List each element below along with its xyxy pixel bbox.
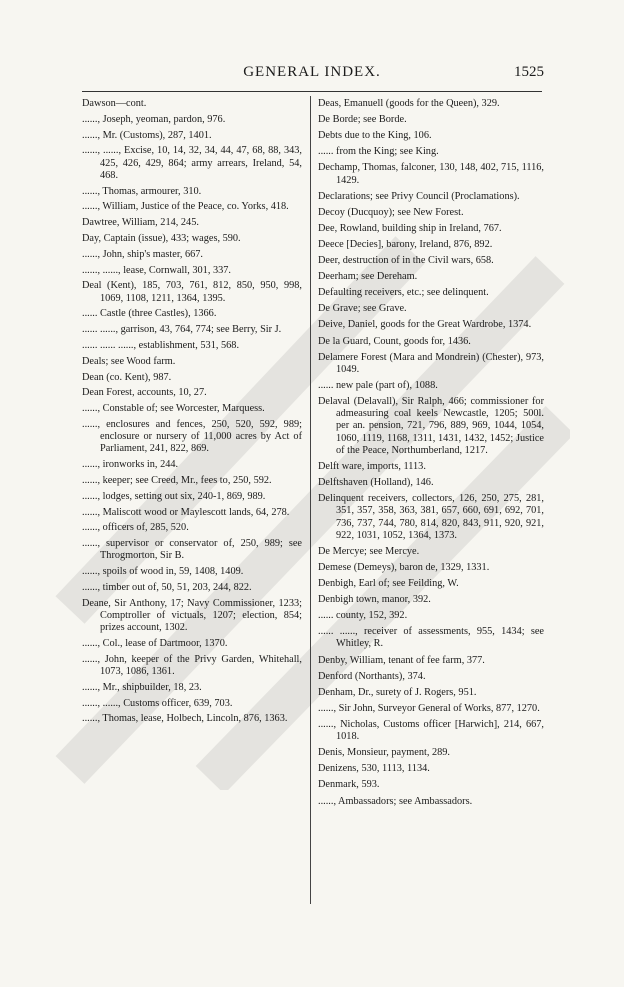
index-entry: ......, spoils of wood in, 59, 1408, 1409. — [82, 566, 244, 578]
index-entry: Declarations; see Privy Council (Proclamations). — [318, 190, 520, 202]
index-entry: Delftshaven (Holland), 146. — [318, 477, 434, 488]
index-entry: Debts due to the King, 106. — [318, 130, 432, 142]
index-entry: Deerham; see Dereham. — [318, 271, 418, 283]
index-entry: Deer, destruction of in the Civil wars, 658. — [318, 255, 494, 267]
index-entry: ......, Ambassadors; see Ambassadors. — [318, 795, 473, 807]
index-entry: De Grave; see Grave. — [318, 303, 407, 315]
index-entry: Deals; see Wood farm. — [82, 355, 176, 367]
index-entry: Demese (Demeys), baron de, 1329, 1331. — [318, 561, 490, 573]
column-divider — [310, 96, 311, 904]
index-entry: ......, supervisor or conservator of, 250, 989; see Throgmorton, Sir B. — [82, 538, 302, 562]
index-entry: ......, officers of, 285, 520. — [82, 522, 189, 534]
index-entry: ......, Thomas, lease, Holbech, Lincoln, 876, 1363. — [82, 713, 288, 725]
index-entry: ......, Nicholas, Customs officer [Harwich], 214, 667, 1018. — [318, 718, 544, 743]
index-entry: Denbigh town, manor, 392. — [318, 594, 431, 606]
index-entry: Decoy (Ducquoy); see New Forest. — [318, 206, 464, 218]
index-entry: ...... ...... ......, establishment, 531, 568. — [82, 339, 240, 351]
index-entry: Delft ware, imports, 1113. — [318, 460, 426, 472]
index-entry: ......, Mr., shipbuilder, 18, 23. — [82, 681, 202, 693]
index-entry: Deal (Kent), 185, 703, 761, 812, 850, 950, 998, 1069, 1108, 1211, 1364, 1395. — [82, 280, 302, 304]
index-entry: Denford (Northants), 374. — [318, 670, 426, 682]
index-entry: Deive, Daniel, goods for the Great Wardrobe, 1374. — [318, 319, 532, 331]
index-entry: ......, Maliscott wood or Maylescott lands, 64, 278. — [82, 506, 290, 518]
index-entry: ......, Joseph, yeoman, pardon, 976. — [82, 113, 226, 125]
index-entry: Deas, Emanuell (goods for the Queen), 329. — [318, 98, 500, 109]
index-entry: Denham, Dr., surety of J. Rogers, 951. — [318, 686, 477, 698]
index-entry: ......, John, keeper of the Privy Garden, Whitehall, 1073, 1086, 1361. — [82, 653, 302, 677]
index-entry: De Mercye; see Mercye. — [318, 545, 420, 557]
index-entry: Dean (co. Kent), 987. — [82, 371, 172, 383]
index-entry: Dean Forest, accounts, 10, 27. — [82, 387, 207, 399]
index-entry: ......, Sir John, Surveyor General of Works, 877, 1270. — [318, 702, 540, 714]
index-entry: ......, Mr. (Customs), 287, 1401. — [82, 129, 212, 141]
index-entry: ...... from the King; see King. — [318, 146, 439, 158]
index-entry: Dawtree, William, 214, 245. — [82, 217, 199, 229]
index-entry: Dechamp, Thomas, falconer, 130, 148, 402, 715, 1116, 1429. — [318, 162, 544, 186]
index-entry: ......, Constable of; see Worcester, Marquess. — [82, 403, 265, 415]
index-entry: ......, Col., lease of Dartmoor, 1370. — [82, 637, 228, 649]
index-column-right — [318, 98, 544, 812]
index-entry: Dee, Rowland, building ship in Ireland, 767. — [318, 222, 502, 234]
index-entry: Deane, Sir Anthony, 17; Navy Commissioner, 1233; Comptroller of victuals, 1207; election, 854; prizes account, 1302. — [82, 597, 302, 634]
index-entry: Defaulting receivers, etc.; see delinquent. — [318, 287, 489, 299]
index-entry: ...... ......, receiver of assessments, 955, 1434; see Whitley, R. — [318, 626, 544, 650]
header-rule — [82, 91, 542, 92]
page-title: GENERAL INDEX. — [243, 64, 381, 80]
index-entry: Denbigh, Earl of; see Feilding, W. — [318, 577, 459, 589]
index-entry: ......, ......, lease, Cornwall, 301, 337. — [82, 264, 231, 276]
index-column-left — [82, 98, 302, 729]
index-entry: ......, lodges, setting out six, 240-1, 869, 989. — [82, 490, 266, 502]
index-entry: Delaval (Delavall), Sir Ralph, 466; commissioner for admeasuring coal keels Newcastle, 1205; 500l. per an. pension, 721, 796, 889, 969, 1044, 1054, 1060, 1119, 1168, 1311, 1431, 1432, 1452; Justice of the Peace, Northumberland, 1217. — [318, 396, 544, 456]
index-entry: Denby, William, tenant of fee farm, 377. — [318, 654, 485, 666]
index-entry: Deece [Decies], barony, Ireland, 876, 892. — [318, 238, 493, 250]
index-entry: ......, John, ship's master, 667. — [82, 248, 203, 260]
index-entry: ......, ironworks in, 244. — [82, 459, 179, 471]
index-entry: ...... Castle (three Castles), 1366. — [82, 308, 217, 320]
index-entry: ......, ......, Customs officer, 639, 703. — [82, 697, 233, 709]
index-entry: Denizens, 530, 1113, 1134. — [318, 763, 430, 775]
index-entry: De la Guard, Count, goods for, 1436. — [318, 335, 471, 347]
index-entry: Dawson—cont. — [82, 98, 147, 109]
index-entry: De Borde; see Borde. — [318, 114, 407, 126]
page-header — [82, 64, 542, 84]
index-entry: Day, Captain (issue), 433; wages, 590. — [82, 232, 241, 244]
index-entry: ......, Thomas, armourer, 310. — [82, 185, 202, 197]
index-entry: ......, keeper; see Creed, Mr., fees to, 250, 592. — [82, 474, 272, 486]
index-entry: Denis, Monsieur, payment, 289. — [318, 747, 450, 759]
index-entry: Delamere Forest (Mara and Mondrein) (Chester), 973, 1049. — [318, 351, 544, 375]
index-entry: Denmark, 593. — [318, 779, 380, 791]
index-entry: ......, timber out of, 50, 51, 203, 244, 822. — [82, 581, 252, 593]
index-entry: ...... ......, garrison, 43, 764, 774; see Berry, Sir J. — [82, 324, 282, 336]
index-entry: ...... county, 152, 392. — [318, 610, 408, 622]
index-entry: ...... new pale (part of), 1088. — [318, 379, 438, 391]
index-entry: Delinquent receivers, collectors, 126, 250, 275, 281, 351, 357, 358, 363, 381, 657, 660, 691, 692, 701, 736, 737, 744, 780, 814, 820, 843, 911, 920, 921, 922, 1031, 1052, 1364, 1373. — [318, 493, 544, 541]
index-entry: ......, enclosures and fences, 250, 520, 592, 989; enclosure or nursery of 11,000 acres by Act of Parliament, 241, 822, 869. — [82, 418, 302, 455]
index-entry: ......, ......, Excise, 10, 14, 32, 34, 44, 47, 68, 88, 343, 425, 426, 429, 864; army arrears, Ireland, 54, 468. — [82, 145, 302, 181]
page-number: 1525 — [514, 64, 544, 80]
index-entry: ......, William, Justice of the Peace, co. Yorks, 418. — [82, 201, 289, 213]
